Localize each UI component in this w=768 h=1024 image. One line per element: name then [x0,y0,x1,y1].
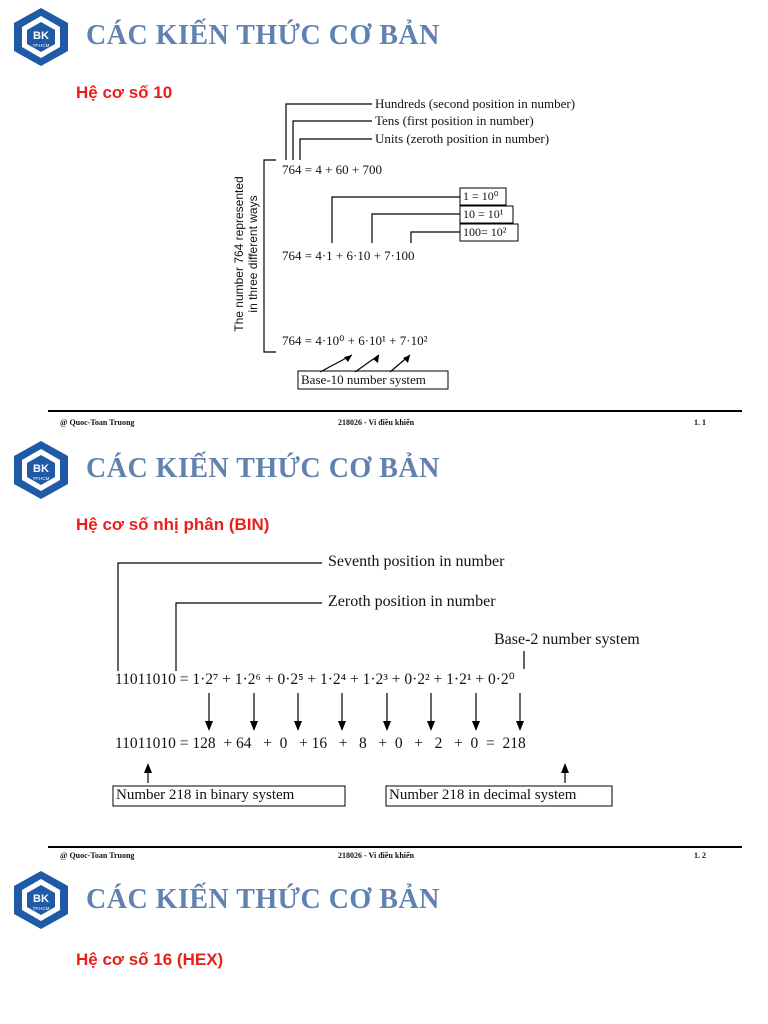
logo-subtext: TP.HCM [32,476,50,481]
slide-title: CÁC KIẾN THỨC CƠ BẢN [86,884,440,915]
box-binary-label: Number 218 in binary system [116,787,295,803]
equation-sum: 764 = 4 + 60 + 700 [282,162,382,177]
slide-title: CÁC KIẾN THỨC CƠ BẢN [86,453,440,484]
footer-author: @ Quoc-Toan Truong [60,418,135,427]
box-hundreds: 100= 10² [463,225,507,239]
section-heading: Hệ cơ số 16 (HEX) [76,950,224,969]
slide-1 [0,0,768,433]
equation-binary-powers: 11011010 = 1·2⁷ + 1·2⁶ + 0·2⁵ + 1·2⁴ + 1·2³ + 0·2² + 1·2¹ + 0·2⁰ [115,671,515,688]
label-base2: Base-2 number system [494,631,640,648]
box-tens: 10 = 10¹ [463,207,504,221]
slide-3 [0,866,768,1024]
label-tens: Tens (first position in number) [375,113,534,128]
section-heading: Hệ cơ số nhị phân (BIN) [76,515,270,534]
box-units: 1 = 10⁰ [463,189,499,203]
equation-binary-sum: 11011010 = 128 + 64 + 0 + 16 + 8 + 0 + 2 + 0 = 218 [115,735,526,752]
logo-text: BK [33,463,49,475]
equation-powers: 764 = 4·10⁰ + 6·10¹ + 7·10² [282,333,428,348]
label-units: Units (zeroth position in number) [375,131,550,146]
label-hundreds: Hundreds (second position in number) [375,96,576,111]
vertical-caption-line-1: The number 764 represented [232,176,246,332]
logo-text: BK [33,30,49,42]
footer-course: 218026 - Vi điều khiển [338,851,415,860]
footer-rule [48,410,742,412]
footer-author: @ Quoc-Toan Truong [60,851,135,860]
logo-text: BK [33,893,49,905]
footer-page: 1. 2 [694,851,706,860]
footer-course: 218026 - Vi điều khiển [338,418,415,427]
footer-rule [48,846,742,848]
vertical-caption-line-2: in three different ways [246,195,260,313]
decimal-figure [0,0,768,433]
logo-subtext: TP.HCM [32,906,50,911]
label-seventh-position: Seventh position in number [328,553,505,570]
box-decimal-label: Number 218 in decimal system [389,787,577,803]
label-zeroth-position: Zeroth position in number [328,593,496,610]
slide-title: CÁC KIẾN THỨC CƠ BẢN [86,20,440,51]
slide-2 [0,433,768,866]
footer-page: 1. 1 [694,418,706,427]
vertical-caption [232,176,260,331]
logo-subtext: TP.HCM [32,43,50,48]
equation-products: 764 = 4·1 + 6·10 + 7·100 [282,248,415,263]
section-heading: Hệ cơ số 10 [76,83,173,102]
base10-label: Base-10 number system [301,372,426,387]
bk-logo [10,869,72,931]
